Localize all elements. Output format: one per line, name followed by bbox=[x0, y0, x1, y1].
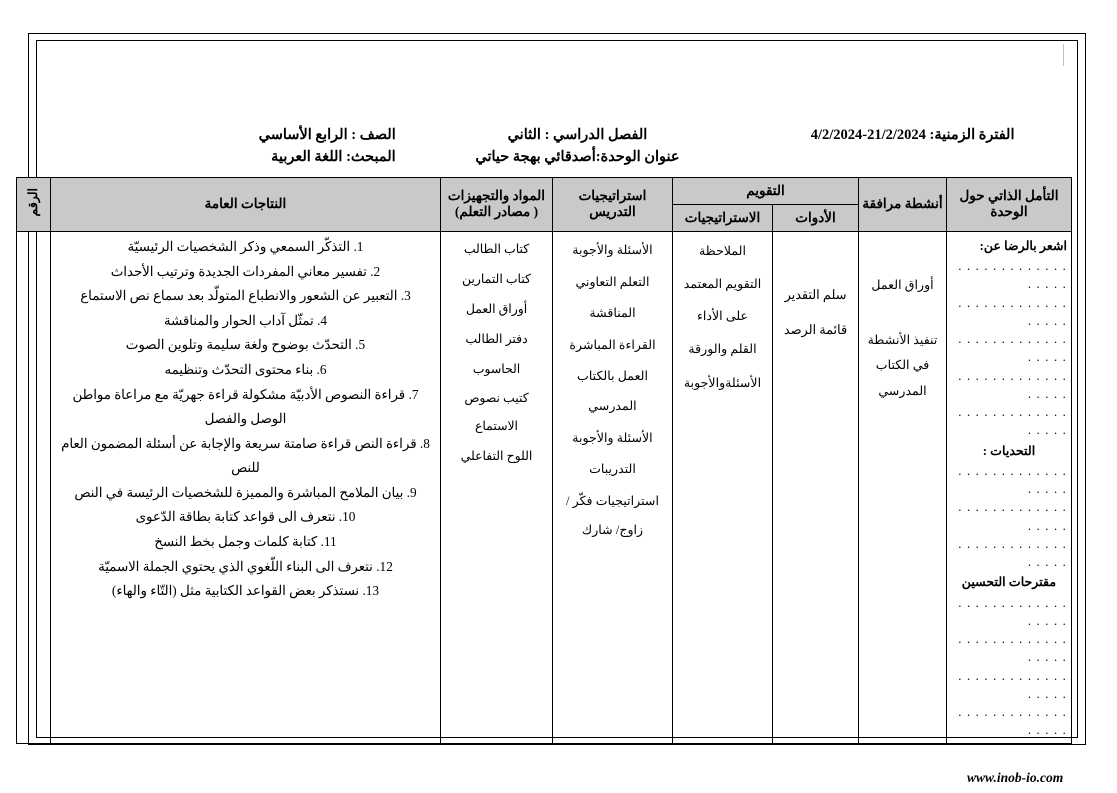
outcome-item: 11. كتابة كلمات وجمل بخط النسخ bbox=[154, 534, 337, 550]
outcome-item: 5. التحدّث بوضوح ولغة سليمة وتلوين الصوت bbox=[125, 337, 366, 353]
evaluation-strategy-item: القلم والورقة bbox=[688, 342, 757, 357]
outcome-item: 12. نتعرف الى البناء اللّغوي الذي يحتوي الجملة الاسميّة bbox=[98, 558, 393, 574]
teaching-strategy-item: العمل بالكتاب المدرسي bbox=[576, 369, 648, 413]
col-header-evaluation: التقويم bbox=[672, 177, 858, 204]
cell-evaluation-tools bbox=[773, 231, 859, 743]
header-period-key: الفترة الزمنية: bbox=[929, 127, 1015, 143]
cell-outcomes bbox=[50, 231, 440, 743]
material-item: دفتر الطالب bbox=[465, 331, 528, 346]
col-header-evaluation-tools: الأدوات bbox=[773, 204, 859, 231]
teaching-strategy-item: المناقشة bbox=[589, 306, 636, 321]
reflection-dots-7: . . . . . . . . . . . . . . . . . . bbox=[958, 500, 1067, 533]
col-header-number bbox=[16, 177, 50, 231]
material-item: الحاسوب bbox=[472, 361, 521, 376]
reflection-dots-8: . . . . . . . . . . . . . . . . . . bbox=[958, 536, 1067, 570]
reflection-dots-2: . . . . . . . . . . . . . . . . . . bbox=[958, 295, 1067, 328]
header-semester-key: الفصل الدراسي : bbox=[544, 127, 648, 143]
header-unit-line bbox=[404, 146, 751, 168]
cell-materials bbox=[440, 231, 552, 743]
outcome-item: 1. التذكّر السمعي وذكر الشخصيات الرئيسيّة bbox=[127, 238, 364, 254]
header-semester-line bbox=[404, 124, 751, 146]
reflection-dots-4: . . . . . . . . . . . . . . . . . . bbox=[958, 368, 1067, 401]
outcome-item: 2. تفسير معاني المفردات الجديدة وترتيب الأحداث bbox=[110, 263, 381, 279]
col-header-evaluation-strategies: الاستراتيجيات bbox=[672, 204, 772, 231]
header-subject-value: اللغة العربية bbox=[271, 149, 343, 166]
cell-reflection bbox=[947, 231, 1072, 743]
reflection-dots-12: . . . . . . . . . . . . . . . . . . bbox=[958, 705, 1067, 738]
header-unit-key: عنوان الوحدة: bbox=[595, 149, 680, 166]
header-period-value: 21/2/2024-4/2/2024 bbox=[810, 127, 926, 143]
col-header-teaching-strategies: استراتيجيات التدريس bbox=[552, 177, 672, 231]
evaluation-tool-item: قائمة الرصد bbox=[783, 323, 848, 338]
reflection-dots-9: . . . . . . . . . . . . . . . . . . bbox=[958, 595, 1067, 628]
teaching-strategy-item: الأسئلة والأجوبة bbox=[572, 430, 653, 445]
col-header-activities: أنشطة مرافقة bbox=[859, 177, 947, 231]
col-header-materials bbox=[440, 177, 552, 231]
page-tick-mark bbox=[1063, 44, 1064, 66]
cell-evaluation-strategies bbox=[672, 231, 772, 743]
evaluation-strategy-item: التقويم المعتمد على الأداء bbox=[683, 277, 762, 323]
outcome-item: 8. قراءة النص قراءة صامتة سريعة والإجابة عن أسئلة المضمون العام للنص bbox=[61, 435, 430, 476]
cell-activities bbox=[859, 231, 947, 743]
reflection-dots-1: . . . . . . . . . . . . . . . . . . bbox=[958, 259, 1067, 292]
material-item: كتيب نصوص الاستماع bbox=[464, 391, 529, 434]
header-subject-line bbox=[46, 146, 396, 168]
teaching-strategy-item: استراتيجيات فكّر /زاوج/ شارك bbox=[566, 493, 659, 538]
teaching-strategy-item: التدريبات bbox=[589, 462, 636, 477]
evaluation-strategy-item: الأسئلةوالأجوبة bbox=[683, 375, 762, 390]
col-header-materials-line2: ( مصادر التعلم) bbox=[454, 204, 539, 220]
header-period bbox=[751, 124, 1068, 169]
header-period-line bbox=[757, 124, 1068, 146]
outcome-item: 10. نتعرف الى قواعد كتابة بطاقة الدّعوى bbox=[135, 509, 356, 525]
header-semester bbox=[404, 124, 751, 169]
outcome-item: 3. التعبير عن الشعور والانطباع المتولّد بعد سماع نص الاستماع bbox=[80, 288, 411, 304]
document-content bbox=[26, 124, 1072, 744]
header-unit-value: أصدقائي بهجة حياتي bbox=[475, 149, 596, 166]
activity-item: تنفيذ الأنشطة في الكتاب المدرسي bbox=[867, 333, 938, 398]
header-class-key: الصف : bbox=[351, 127, 396, 143]
col-header-materials-line1: المواد والتجهيزات bbox=[447, 188, 546, 204]
reflection-dots-3: . . . . . . . . . . . . . . . . . . bbox=[958, 332, 1067, 365]
material-item: كتاب التمارين bbox=[462, 271, 531, 286]
header-subject-key: المبحث: bbox=[346, 149, 396, 166]
reflection-dots-11: . . . . . . . . . . . . . . . . . . bbox=[958, 668, 1067, 701]
outcome-item: 4. تمثّل آداب الحوار والمناقشة bbox=[163, 312, 328, 328]
activity-item: أوراق العمل bbox=[871, 277, 934, 292]
teaching-strategy-item: القراءة المباشرة bbox=[569, 337, 656, 352]
reflection-label-improve: مقترحات التحسين bbox=[961, 575, 1057, 590]
cell-teaching-strategies bbox=[552, 231, 672, 743]
evaluation-strategy-item: الملاحظة bbox=[698, 243, 746, 258]
header-class-line bbox=[46, 124, 396, 146]
material-item: كتاب الطالب bbox=[463, 241, 530, 256]
col-header-outcomes: النتاجات العامة bbox=[50, 177, 440, 231]
reflection-dots-5: . . . . . . . . . . . . . . . . . . bbox=[958, 405, 1067, 438]
table-row bbox=[16, 231, 1071, 743]
col-header-number-label: الرقم bbox=[26, 188, 41, 217]
unit-plan-table bbox=[16, 177, 1072, 744]
evaluation-tool-item: سلم التقدير bbox=[784, 287, 847, 302]
reflection-dots-6: . . . . . . . . . . . . . . . . . . bbox=[958, 463, 1067, 497]
outcome-item: 7. قراءة النصوص الأدبيّة مشكولة قراءة جهريّة مع مراعاة مواطن الوصل والفصل bbox=[72, 386, 419, 427]
reflection-label-feel: اشعر بالرضا عن: bbox=[979, 238, 1067, 253]
header-class-value: الرابع الأساسي bbox=[258, 127, 348, 143]
reflection-label-challenges: التحديات : bbox=[982, 443, 1036, 458]
document-header bbox=[42, 124, 1072, 175]
outcome-item: 13. نستذكر بعض القواعد الكتابية مثل (التّاء والهاء) bbox=[111, 583, 380, 599]
outcome-item: 6. بناء محتوى التحدّث وتنظيمه bbox=[164, 361, 327, 377]
reflection-dots-10: . . . . . . . . . . . . . . . . . . bbox=[958, 632, 1067, 665]
table-header-row-1 bbox=[16, 177, 1071, 204]
header-class-subject bbox=[46, 124, 404, 169]
teaching-strategy-item: التعلم التعاوني bbox=[575, 274, 650, 289]
watermark: www.inob-io.com bbox=[967, 770, 1064, 785]
header-semester-value: الثاني bbox=[507, 127, 541, 143]
cell-number bbox=[16, 231, 50, 743]
material-item: اللوح التفاعلي bbox=[460, 449, 533, 464]
col-header-reflection: التأمل الذاتي حول الوحدة bbox=[947, 177, 1072, 231]
outcome-item: 9. بيان الملامح المباشرة والمميزة للشخصيات الرئيسة في النص bbox=[74, 484, 417, 500]
material-item: أوراق العمل bbox=[465, 301, 528, 316]
teaching-strategy-item: الأسئلة والأجوبة bbox=[572, 242, 653, 257]
